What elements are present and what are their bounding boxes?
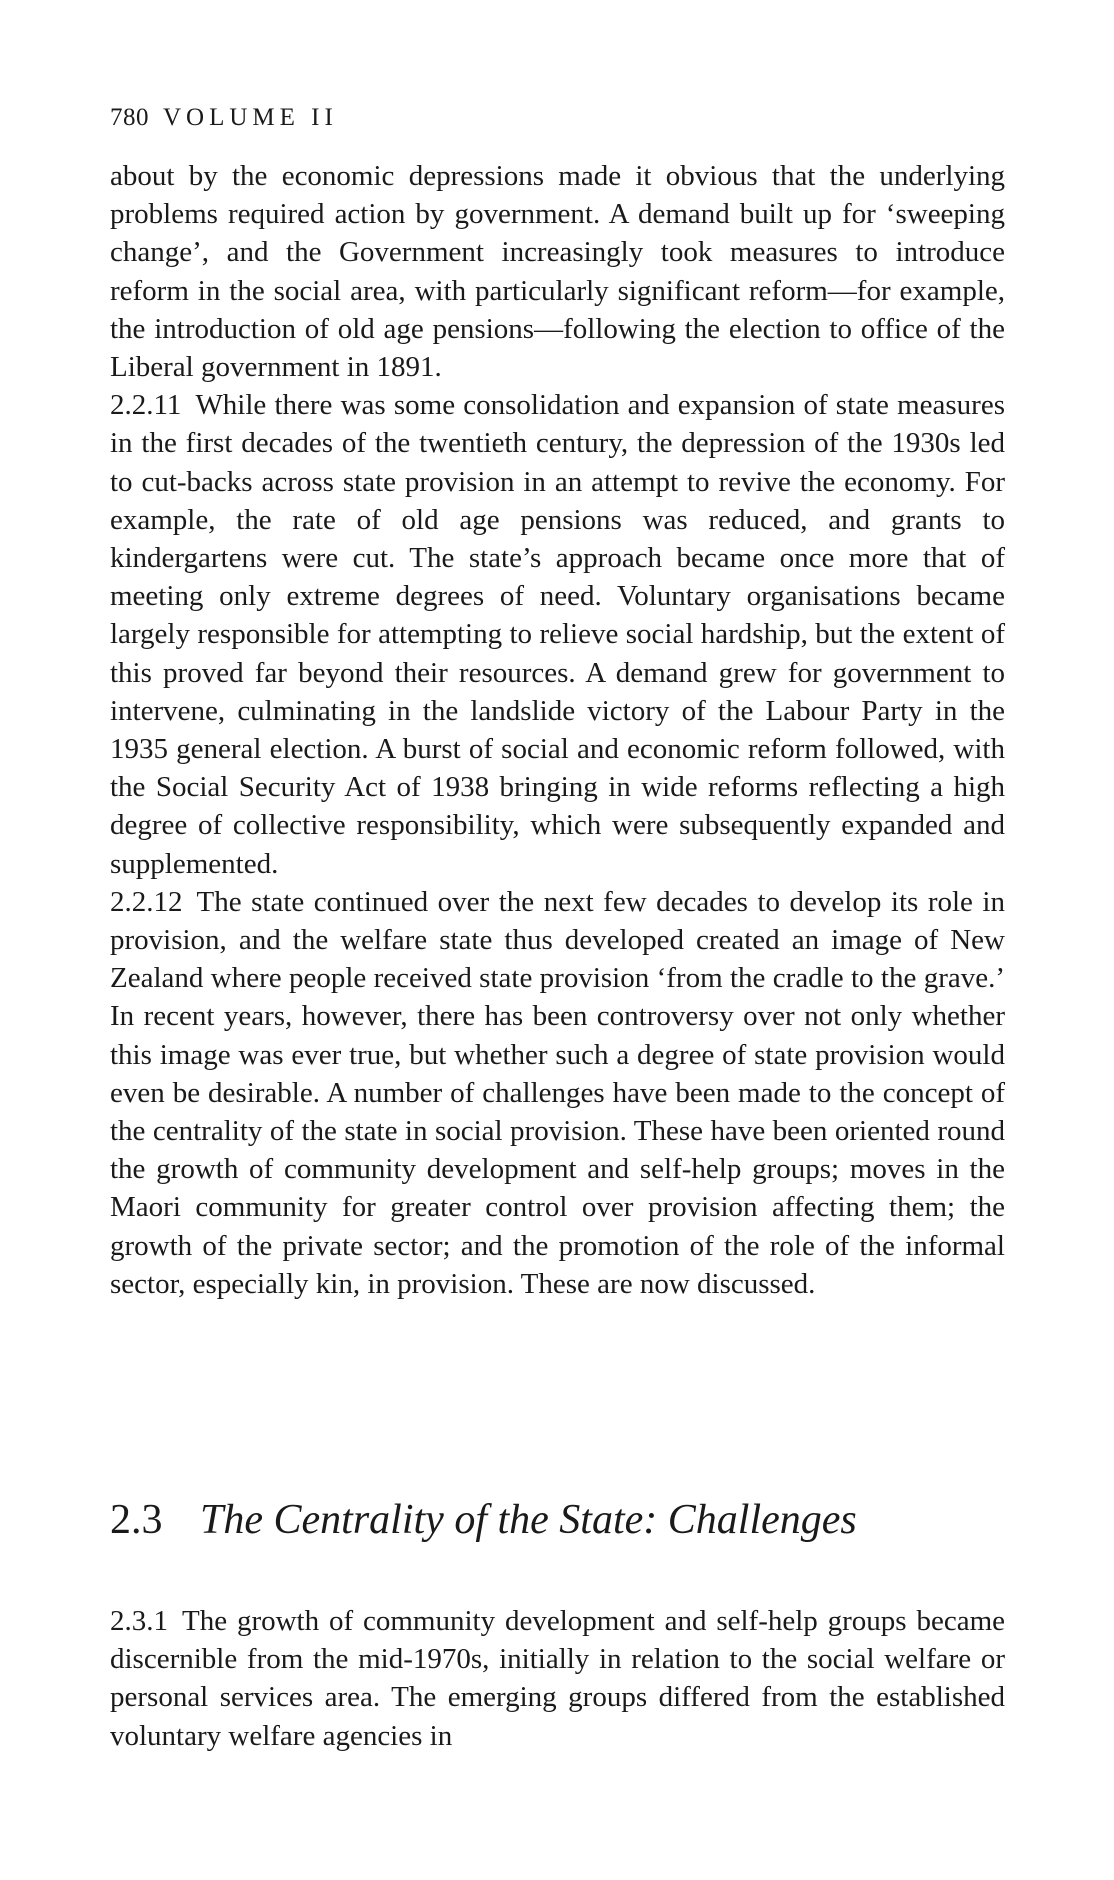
- section-heading: [110, 1495, 857, 1545]
- paragraph-2-2-11: [110, 386, 1005, 883]
- paragraph-text: The state continued over the next few decades to develop its role in provision, and the welfare state thus developed created an image of New Zealand where people received state provision ‘from the cradle to the grave.’ In recent years, however, there has been controversy over not only whether this image was ever true, but whether such a degree of state provision would even be desirable. A number of challenges have been made to the concept of the centrality of the state in social provision. These have been oriented round the growth of community development and self-help groups; moves in the Maori community for greater control over provision affecting them; the growth of the private sector; and the promotion of the role of the informal sector, especially kin, in provision. These are now discussed.: [110, 885, 1005, 1300]
- running-head: [110, 104, 338, 132]
- paragraph-text: While there was some consolidation and expansion of state measures in the first decades of the twentieth century, the depression of the 1930s led to cut-backs across state provision in an attempt to revive the economy. For example, the rate of old age pensions was reduced, and grants to kindergartens were cut. The state’s approach became once more that of meeting only extreme degrees of need. Voluntary organisations became largely responsible for attempting to relieve social hardship, but the extent of this proved far beyond their resources. A demand grew for government to intervene, culminating in the landslide victory of the Labour Party in the 1935 general election. A burst of social and economic reform followed, with the Social Security Act of 1938 bringing in wide reforms reflecting a high degree of collective responsibility, which were subsequently expanded and supplemented.: [110, 389, 1005, 880]
- paragraph-number: 2.3.1: [110, 1605, 168, 1637]
- section-number: 2.3: [110, 1497, 163, 1543]
- volume-label: VOLUME II: [163, 104, 338, 131]
- body-text: [110, 157, 1005, 1303]
- paragraph-2-3-1: [110, 1602, 1005, 1755]
- continuation-paragraph: about by the economic depressions made it obvious that the underlying problems required action by government. A demand built up for ‘sweeping change’, and the Government increasingly took measures to introduce reform in the social area, with particularly significant reform—for example, the introduction of old age pensions—following the election to office of the Liberal government in 1891.: [110, 160, 1005, 384]
- paragraph-2-2-12: [110, 883, 1005, 1303]
- section-body-text: [110, 1602, 1005, 1755]
- paragraph-number: 2.2.11: [110, 389, 182, 422]
- section-title: The Centrality of the State: Challenges: [200, 1497, 857, 1543]
- page-number: 780: [110, 104, 149, 131]
- paragraph-text: The growth of community development and self-help groups became discernible from the mid-1970s, initially in relation to the social welfare or personal services area. The emerging groups differed from the established voluntary welfare agencies in: [110, 1605, 1005, 1752]
- paragraph-number: 2.2.12: [110, 885, 183, 918]
